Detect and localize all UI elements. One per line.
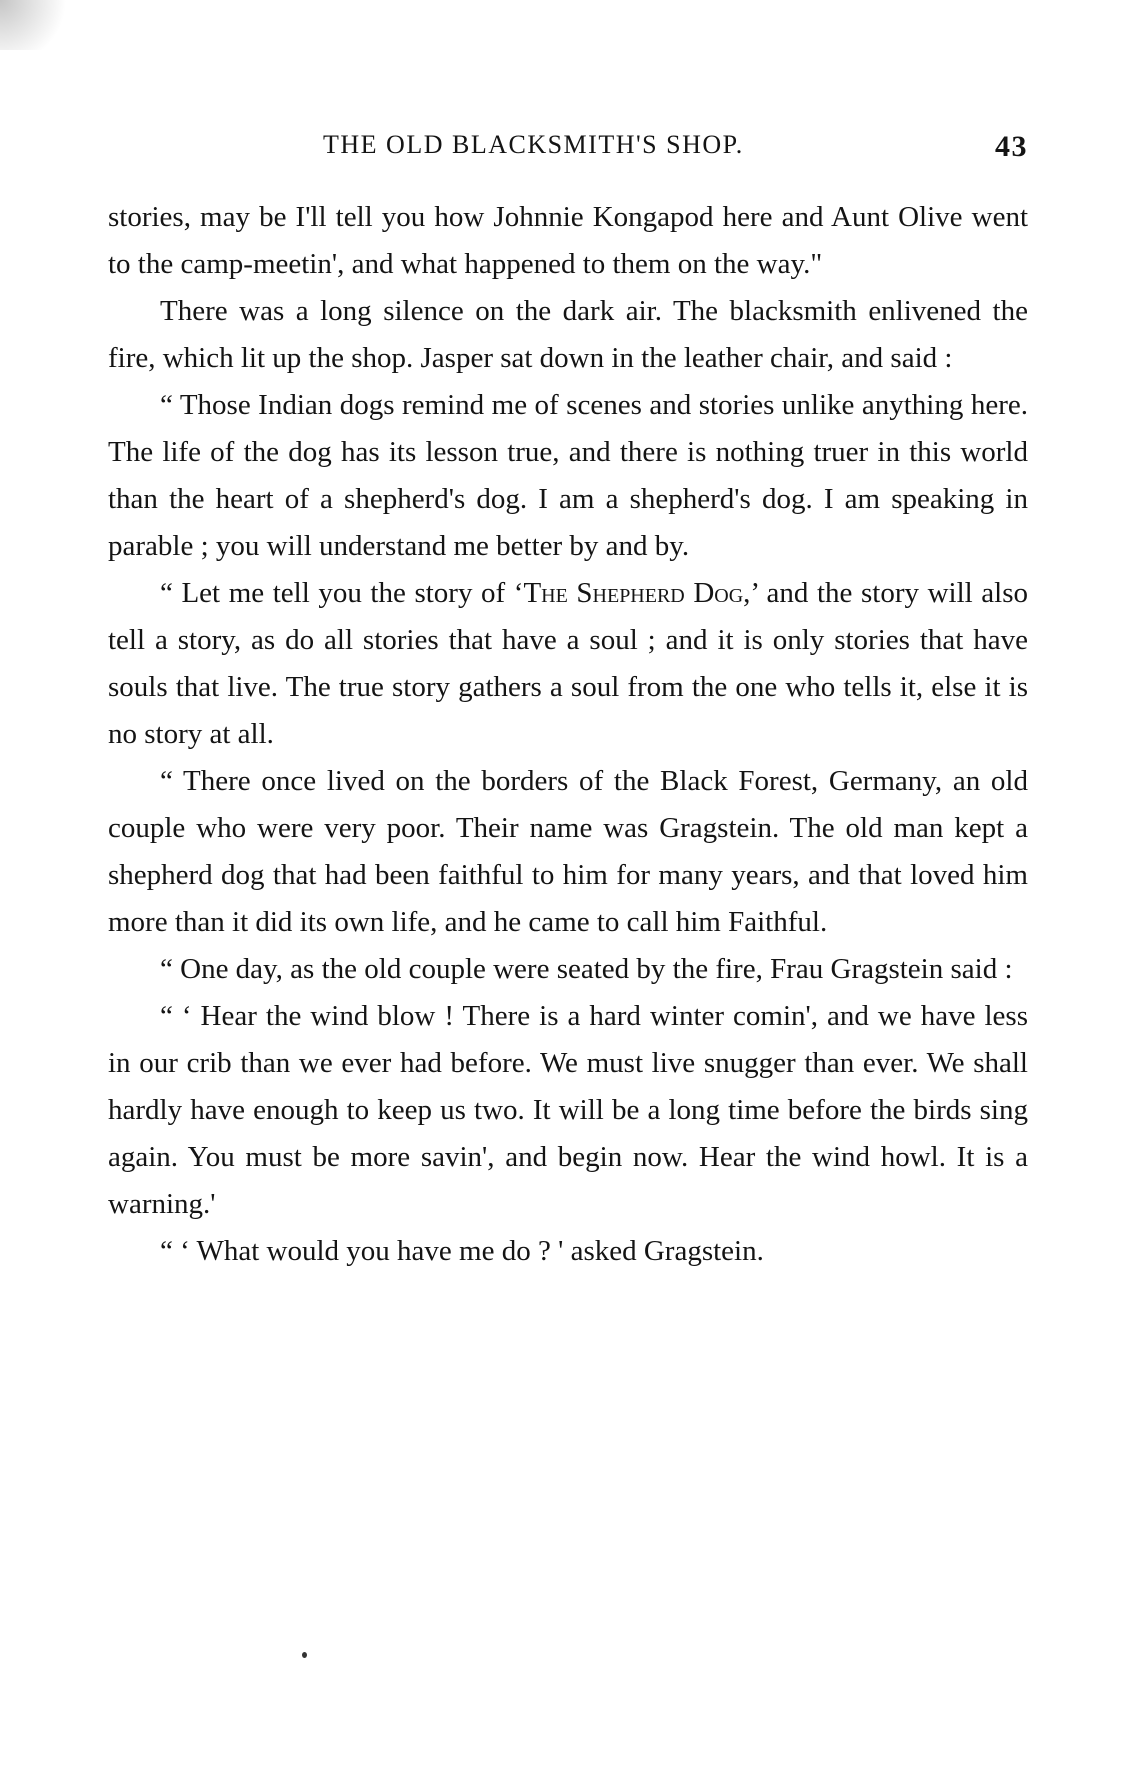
paragraph: “ ‘ What would you have me do ? ' asked Gragstein. xyxy=(160,1235,764,1267)
paragraph: stories, may be I'll tell you how Johnnie Kongapod here and Aunt Olive went to the camp-meetin', and what happened to them on the way." xyxy=(108,201,1028,280)
paragraph xyxy=(108,570,1028,758)
paragraph: “ ‘ Hear the wind blow ! There is a hard winter comin', and we have less in our crib than we ever had before. We must live snugger than ever. We shall hardly have enough to keep us two. It will be a long time before the birds sing again. You must be more savin', and begin now. Hear the wind howl. It is a warning.' xyxy=(108,1000,1028,1220)
paragraph-text: “ Let me tell you the story of ‘ xyxy=(160,577,524,609)
ink-speck xyxy=(302,1652,307,1658)
paragraph: There was a long silence on the dark air. The blacksmith enlivened the fire, which lit up the shop. Jasper sat down in the leather chair, and said : xyxy=(108,295,1028,374)
page-number: 43 xyxy=(995,130,1028,163)
story-title: The Shepherd Dog, xyxy=(523,577,751,609)
running-header xyxy=(108,118,1028,168)
scan-artifact xyxy=(0,0,80,50)
running-title: THE OLD BLACKSMITH'S SHOP. xyxy=(323,130,744,159)
paragraph: “ Those Indian dogs remind me of scenes and stories unlike anything here. The life of the dog has its lesson true, and there is nothing truer in this world than the heart of a shepherd's dog. I am a shepherd's dog. I am speaking in parable ; you will understand me better by and by. xyxy=(108,389,1028,562)
book-page xyxy=(108,118,1028,1275)
paragraph: “ One day, as the old couple were seated by the fire, Frau Gragstein said : xyxy=(160,953,1013,985)
body-text xyxy=(108,194,1028,1275)
paragraph: “ There once lived on the borders of the Black Forest, Germany, an old couple who were very poor. Their name was Gragstein. The old man kept a shepherd dog that had been faithful to him for many years, and that loved him more than it did its own life, and he came to call him Faithful. xyxy=(108,765,1028,938)
paragraph-text: ’ and the story will also tell a story, as do all stories that have a soul ; and it is only stories that have souls that live. The true story gathers a soul from the one who tells it, else it is no story at all. xyxy=(108,577,1028,750)
